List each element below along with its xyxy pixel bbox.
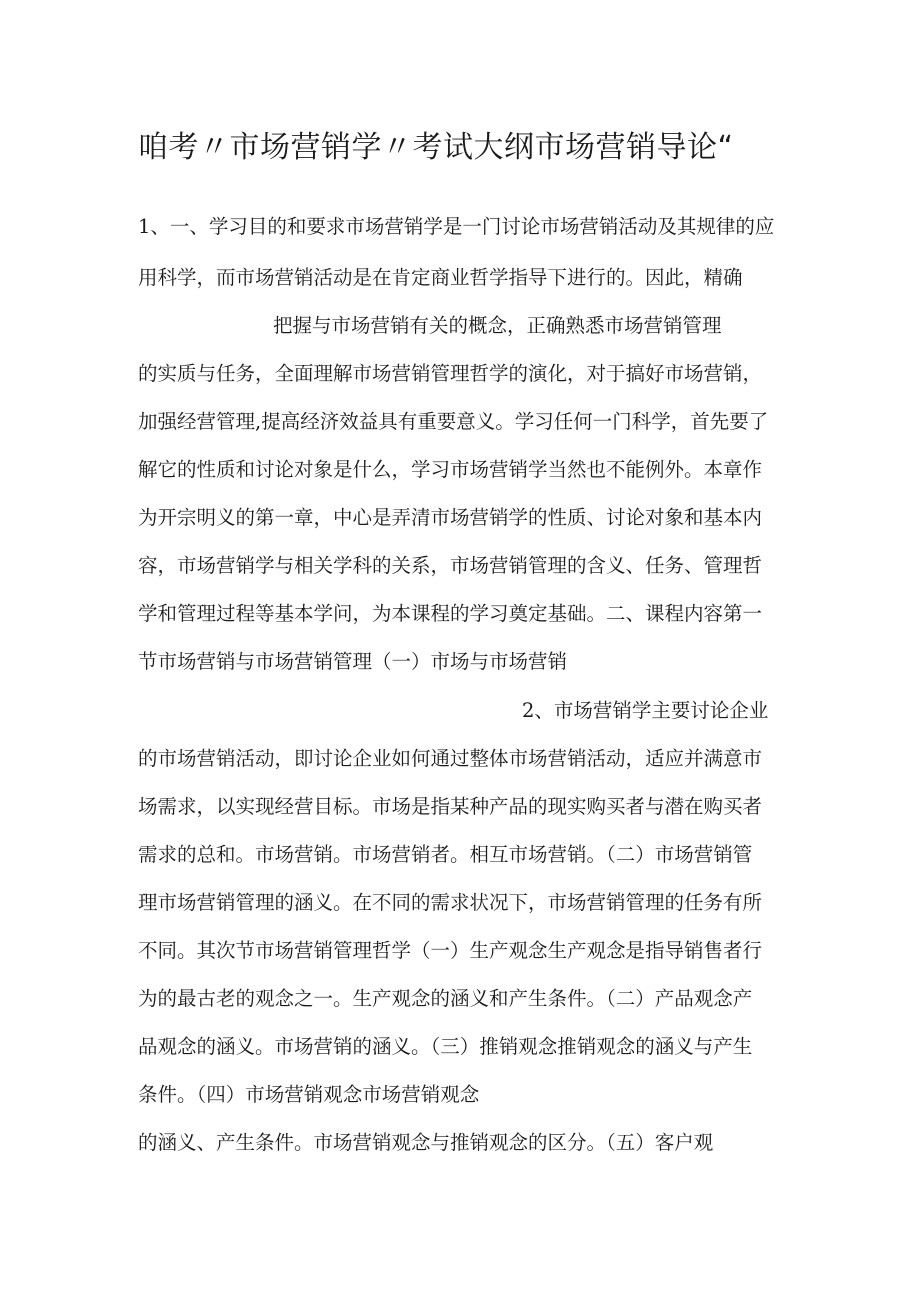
body-line-18: 品观念的涵义。市场营销的涵义。（三）推销观念推销观念的涵义与产生 [138, 1035, 753, 1058]
body-line-16: 不同。其次节市场营销管理哲学（一）生产观念生产观念是指导销售者行 [138, 939, 763, 962]
body-line-5: 加强经营管理,提高经济效益具有重要意义。学习任何一门科学，首先要了 [138, 410, 769, 433]
body-line-6: 解它的性质和讨论对象是什么，学习市场营销学当然也不能例外。本章作 [138, 458, 763, 481]
body-line-17: 为的最古老的观念之一。生产观念的涵义和产生条件。（二）产品观念产 [138, 987, 753, 1010]
body-line-9: 学和管理过程等基本学问，为本课程的学习奠定基础。二、课程内容第一 [138, 602, 763, 625]
body-line-2: 用科学，而市场营销活动是在肯定商业哲学指导下进行的。因此，精确 [138, 266, 743, 289]
body-line-3: 把握与市场营销有关的概念，正确熟悉市场营销管理 [273, 314, 722, 337]
body-line-14: 需求的总和。市场营销。市场营销者。相互市场营销。（二）市场营销管 [138, 843, 753, 866]
body-line-20: 的涵义、产生条件。市场营销观念与推销观念的区分。（五）客户观 [138, 1131, 714, 1154]
body-line-15: 理市场营销管理的涵义。在不同的需求状况下，市场营销管理的任务有所 [138, 891, 763, 914]
document-title: 咱考〃市场营销学〃考试大纲市场营销导论“ [138, 130, 734, 165]
body-line-19: 条件。（四）市场营销观念市场营销观念 [138, 1083, 480, 1106]
body-line-12: 的市场营销活动，即讨论企业如何通过整体市场营销活动，适应并满意市 [138, 747, 763, 770]
body-line-10: 节市场营销与市场营销管理（一）市场与市场营销 [138, 650, 568, 673]
body-line-1: 1、一、学习目的和要求市场营销学是一门讨论市场营销活动及其规律的应 [138, 215, 775, 238]
body-line-4: 的实质与任务，全面理解市场营销管理哲学的演化，对于搞好市场营销， [138, 362, 763, 385]
body-line-11: 2、市场营销学主要讨论企业 [522, 699, 769, 722]
body-line-13: 场需求，以实现经营目标。市场是指某种产品的现实购买者与潜在购买者 [138, 795, 763, 818]
body-line-7: 为开宗明义的第一章，中心是弄清市场营销学的性质、讨论对象和基本内 [138, 506, 763, 529]
body-line-8: 容，市场营销学与相关学科的关系，市场营销管理的含义、任务、管理哲 [138, 554, 763, 577]
